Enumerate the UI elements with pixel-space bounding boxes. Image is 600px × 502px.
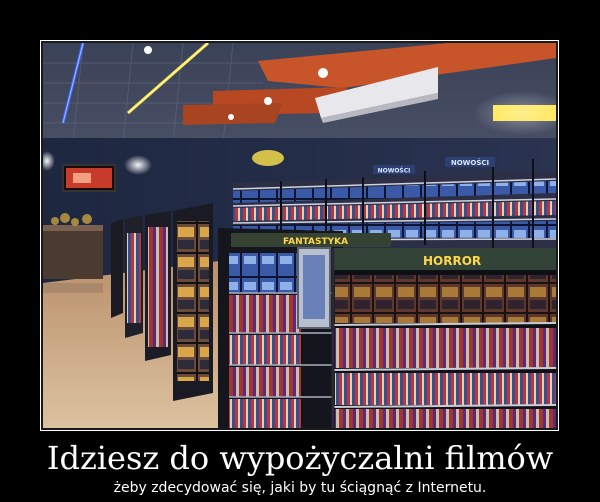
caption-title: Idziesz do wypożyczalni filmów <box>46 439 554 477</box>
shelf-sign-nowosci-small: NOWOŚCI <box>377 167 411 175</box>
photo-frame <box>40 40 559 431</box>
caption-subtitle: żeby zdecydować się, jaki by tu ściągnąć z Internetu. <box>113 480 487 496</box>
shelf-sign-horror: HORROR <box>423 254 482 268</box>
video-store-photo <box>43 43 556 428</box>
shelf-sign-fantastyka: FANTASTYKA <box>283 237 349 247</box>
shelf-sign-nowosci: NOWOŚCI <box>450 159 490 167</box>
